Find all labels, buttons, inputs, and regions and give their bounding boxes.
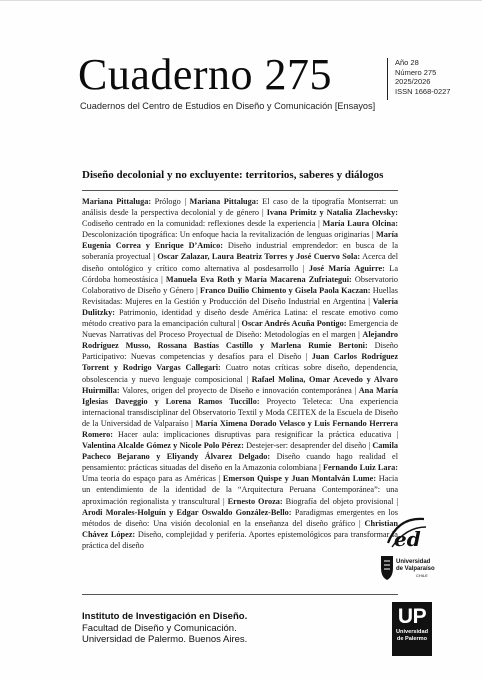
toc-author: Mariana Pittaluga: <box>82 197 152 206</box>
toc-author: Arodi Morales-Holguín y Edgar Oswaldo González-Bello: <box>82 507 292 517</box>
toc-author: Ivana Primitz y Natalia Zlachevsky: <box>266 208 398 218</box>
toc-article-title: Cuatro notas críticas sobre diseño, dependencia, obsolescencia y nuevo lenguaje composicional | <box>82 363 398 384</box>
toc-article-title: El caso de la tipografía Montserrat: un análisis desde la perspectiva decolonial y de género | <box>82 197 399 218</box>
toc-article-title: Diseño Participativo: Nuevas competencias y desafíos para el Diseño | <box>82 341 398 362</box>
table-of-contents <box>82 196 398 551</box>
toc-article-title: Emergencia de Nuevas Narrativas del Proceso Proyectual de Diseño: Metodologías en el margen | <box>82 319 398 340</box>
toc-entry <box>82 197 190 206</box>
toc-article-title: Paradigmas emergentes en los métodos de diseño: Una visión decolonial en la enseñanza del diseño gráfico | <box>82 507 398 528</box>
institution-block <box>82 611 247 646</box>
toc-author: Juan Carlos Rodríguez Torrent y Rodrigo Vargas Callegari: <box>82 352 398 373</box>
meta-year: Año 28 <box>395 58 419 67</box>
toc-article-title: Acerca del diseño ontológico y crítico como alternativa al posdesarrollo | <box>82 252 398 273</box>
toc-article-title: Huellas Revisitadas: Mujeres en la Gestión y Producción del Diseño Industrial en Argentina | <box>82 285 398 306</box>
palermo-logo-line-2: de Palermo <box>396 635 428 642</box>
toc-author: José María Aguirre: <box>308 263 385 273</box>
toc-article-title: Uma teoria do espaço para as Américas | <box>82 474 223 484</box>
toc-article-title: Patrimonio, identidad y diseño desde América Latina: el rescate emotivo como método creativo para la emancipación cultural | <box>82 307 398 329</box>
ed-logo-text: ed <box>394 527 421 551</box>
meta-number: Número 275 <box>395 67 437 77</box>
toc-article-title: Destejer-ser: desaprender del diseño | <box>243 441 373 451</box>
toc-author: Rafael Molina, Omar Acevedo y Alvaro Huirmilla: <box>82 374 399 395</box>
bottom-rule <box>82 594 398 595</box>
toc-author: Camila Pacheco Bejarano y Eliyandy Álvarez Delgado: <box>82 441 398 462</box>
valparaiso-line-3: CHILE <box>416 573 428 578</box>
toc-author: María Ximena Dorado Velasco y Luis Fernando Herrera Romero: <box>82 418 398 439</box>
toc-article-title: Diseño industrial emprendedor: en busca de la soberanía proyectual | <box>82 241 398 262</box>
toc-article-title: Codiseño centrado en la comunidad: reflexiones desde la experiencia | <box>82 219 323 229</box>
journal-subtitle: Cuadernos del Centro de Estudios en Diseño y Comunicación [Ensayos] <box>80 101 376 111</box>
toc-author: Emerson Quispe y Juan Montalván Lume: <box>222 474 377 484</box>
valparaiso-line-2: de Valparaíso <box>396 566 435 572</box>
palermo-logo-line-1: Universidad <box>395 629 429 635</box>
toc-author: Christian Chávez López: <box>82 518 398 539</box>
toc-article-title: Prólogo | <box>151 197 190 206</box>
toc-article-title: Hacer aula: implicaciones disruptivas para resignificar la práctica educativa | <box>113 429 398 439</box>
toc-author: Valentina Alcalde Gómez y Nicole Polo Pérez: <box>82 441 244 451</box>
toc-entry <box>82 441 372 450</box>
toc-entry <box>82 508 398 528</box>
toc-article-title: Diseño cuando hago realidad el pensamiento: prácticas situadas del diseño en la Amazonia colombiana | <box>82 452 398 473</box>
meta-issn: ISSN 1668-0227 <box>395 86 451 96</box>
toc-article-title: Observatorio Colaborativo de Diseño y Género | <box>82 274 398 295</box>
issue-meta <box>395 58 450 96</box>
toc-article-title: Diseño, complejidad y periferia. Aportes epistemológicos para transformar la práctica del diseño <box>82 529 398 550</box>
ed-logo <box>384 513 430 553</box>
toc-author: María Laura Olcina: <box>322 219 398 229</box>
university-name: Universidad de Palermo. Buenos Aires. <box>82 634 248 645</box>
valparaiso-line-1: Universidad <box>396 559 431 565</box>
meta-divider <box>387 58 388 100</box>
toc-author: Alejandro Rodríguez Musso, Rossana Bastías Castillo y Marlena Rumie Bertoni: <box>82 330 398 351</box>
toc-article-title: La Córdoba homeostásica | <box>82 263 398 284</box>
top-border <box>0 0 482 1</box>
toc-article-title: Proyecto Teleteca: Una experiencia internacional transdisciplinar del Observatorio Textil y Moda CEITEX de la Escuela de Diseño de la Universidad de Valparaíso | <box>82 396 398 428</box>
toc-entry <box>228 497 398 506</box>
valparaiso-logo <box>378 553 438 583</box>
toc-author: Mariana Pittaluga: <box>189 197 259 206</box>
top-rule <box>82 190 398 191</box>
valparaiso-shield-icon <box>381 556 393 580</box>
journal-title: Cuaderno 275 <box>78 50 333 99</box>
institute-name: Instituto de Investigación en Diseño. <box>82 611 248 622</box>
toc-article-title: Hacia un entendimiento de la identidad de la “Arquitectura Peruana Contemporánea”: una aproximación regionalista y transcultural | <box>82 474 398 506</box>
toc-article-title: Biografía del objeto provisional | <box>282 496 398 506</box>
toc-author: Valeria Dulitzky: <box>82 296 398 317</box>
meta-period: 2025/2026 <box>395 77 431 87</box>
toc-author: Ernesto Oroza: <box>227 496 283 506</box>
palermo-logo-mark: UP <box>397 605 427 628</box>
toc-author: Oscar Zalazar, Laura Beatriz Torres y José Cuervo Sola: <box>157 252 361 262</box>
toc-author: María Eugenia Correa y Enrique D’Amico: <box>82 230 398 251</box>
toc-author: Ana María Iglesias Daveggio y Lorena Ramos Tuccillo: <box>82 385 398 406</box>
toc-author: Oscar Andrés Acuña Pontigo: <box>241 319 347 329</box>
toc-article-title: Descolonización tipográfica: Un enfoque hacia la revitalización de lenguas originarias | <box>82 230 376 240</box>
toc-author: Fernando Luiz Lara: <box>322 463 398 473</box>
toc-article-title: Valores, origen del proyecto de Diseño e innovación contemporánea | <box>119 385 359 395</box>
issue-title: Diseño decolonial y no excluyente: territorios, saberes y diálogos <box>82 169 384 181</box>
faculty-name: Facultad de Diseño y Comunicación. <box>82 622 237 634</box>
toc-author: Franco Duilio Chimento y Gisela Paola Kaczan: <box>200 285 371 295</box>
toc-author: Manuela Eva Roth y María Macarena Zufriategui: <box>165 274 352 284</box>
palermo-logo <box>392 602 432 656</box>
